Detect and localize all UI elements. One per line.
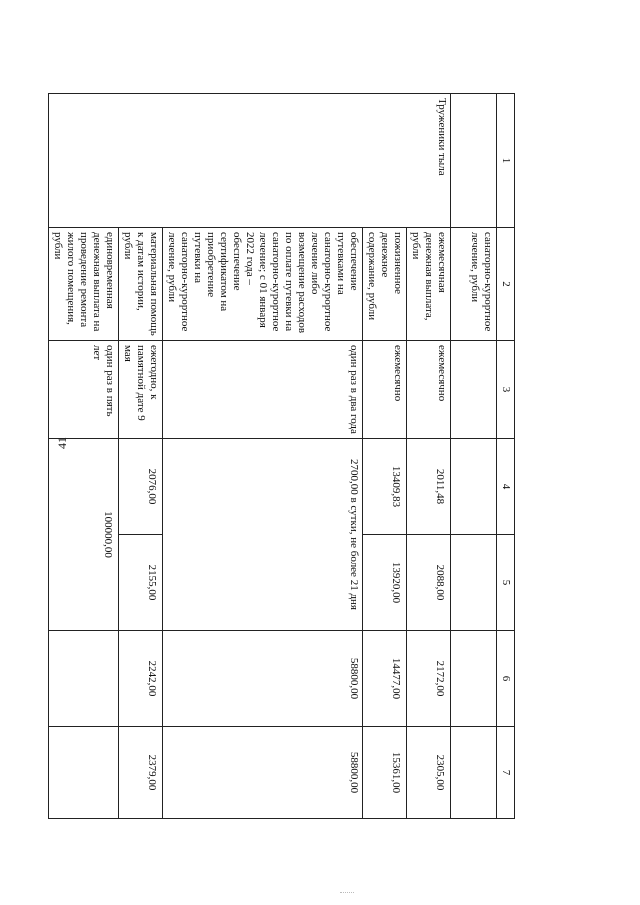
value-cell: 2700,00 в сутки, не более 21 дня — [163, 439, 363, 631]
empty-cell — [451, 631, 497, 727]
empty-cell — [451, 727, 497, 819]
header-cell: 7 — [497, 727, 515, 819]
header-cell: 2 — [497, 228, 515, 341]
benefit-name-cell: единовременная денежная выплата на проведение ремонта жилого помещения, рубли — [49, 228, 119, 341]
page-number: 41 — [55, 437, 69, 449]
empty-cell — [451, 94, 497, 228]
benefit-name-cell: санаторно-курортное лечение, рубли — [451, 228, 497, 341]
benefit-name-cell: материальная помощь к датам истории, рубли — [119, 228, 163, 341]
empty-cell — [451, 535, 497, 631]
frequency-cell: ежемесячно — [407, 341, 451, 439]
category-cell: Труженики тыла — [49, 94, 451, 228]
table-row — [407, 94, 451, 819]
header-cell: 5 — [497, 535, 515, 631]
frequency-cell: ежегодно, к памятной дате 9 мая — [119, 341, 163, 439]
value-cell: 58800,00 — [163, 631, 363, 727]
value-cell: 15361,00 — [363, 727, 407, 819]
benefit-name-cell: пожизненное денежное содержание, рубли — [363, 228, 407, 341]
empty-cell — [49, 631, 119, 727]
header-cell: 1 — [497, 94, 515, 228]
value-cell: 13409,83 — [363, 439, 407, 535]
benefit-name-cell: ежемесячная денежная выплата, рубли — [407, 228, 451, 341]
value-cell: 2076,00 — [119, 439, 163, 535]
header-row — [497, 94, 515, 819]
header-cell: 6 — [497, 631, 515, 727]
benefit-name-cell: обеспечение путевками на санаторно-курортное лечение либо возмещение расходов по оплате путевки на санаторно-курортное лечение; с 01 января 2022 года – обеспечение сертификатом на приобретение путевки на санаторно-курортное лечение, рубли — [163, 228, 363, 341]
scan-artifact — [340, 892, 354, 896]
value-cell: 100000,00 — [49, 439, 119, 631]
benefits-table — [48, 93, 515, 819]
value-cell: 2242,00 — [119, 631, 163, 727]
value-cell: 14477,00 — [363, 631, 407, 727]
frequency-cell: один раз в два года — [163, 341, 363, 439]
header-cell: 3 — [497, 341, 515, 439]
value-cell: 2088,00 — [407, 535, 451, 631]
frequency-cell: ежемесячно — [363, 341, 407, 439]
value-cell: 58800,00 — [163, 727, 363, 819]
empty-cell — [49, 727, 119, 819]
empty-cell — [451, 341, 497, 439]
frequency-cell: один раз в пять лет — [49, 341, 119, 439]
value-cell: 2379,00 — [119, 727, 163, 819]
value-cell: 2011,48 — [407, 439, 451, 535]
value-cell: 2172,00 — [407, 631, 451, 727]
empty-cell — [451, 439, 497, 535]
value-cell: 2305,00 — [407, 727, 451, 819]
table-row — [451, 94, 497, 819]
value-cell: 13920,00 — [363, 535, 407, 631]
value-cell: 2155,00 — [119, 535, 163, 631]
header-cell: 4 — [497, 439, 515, 535]
